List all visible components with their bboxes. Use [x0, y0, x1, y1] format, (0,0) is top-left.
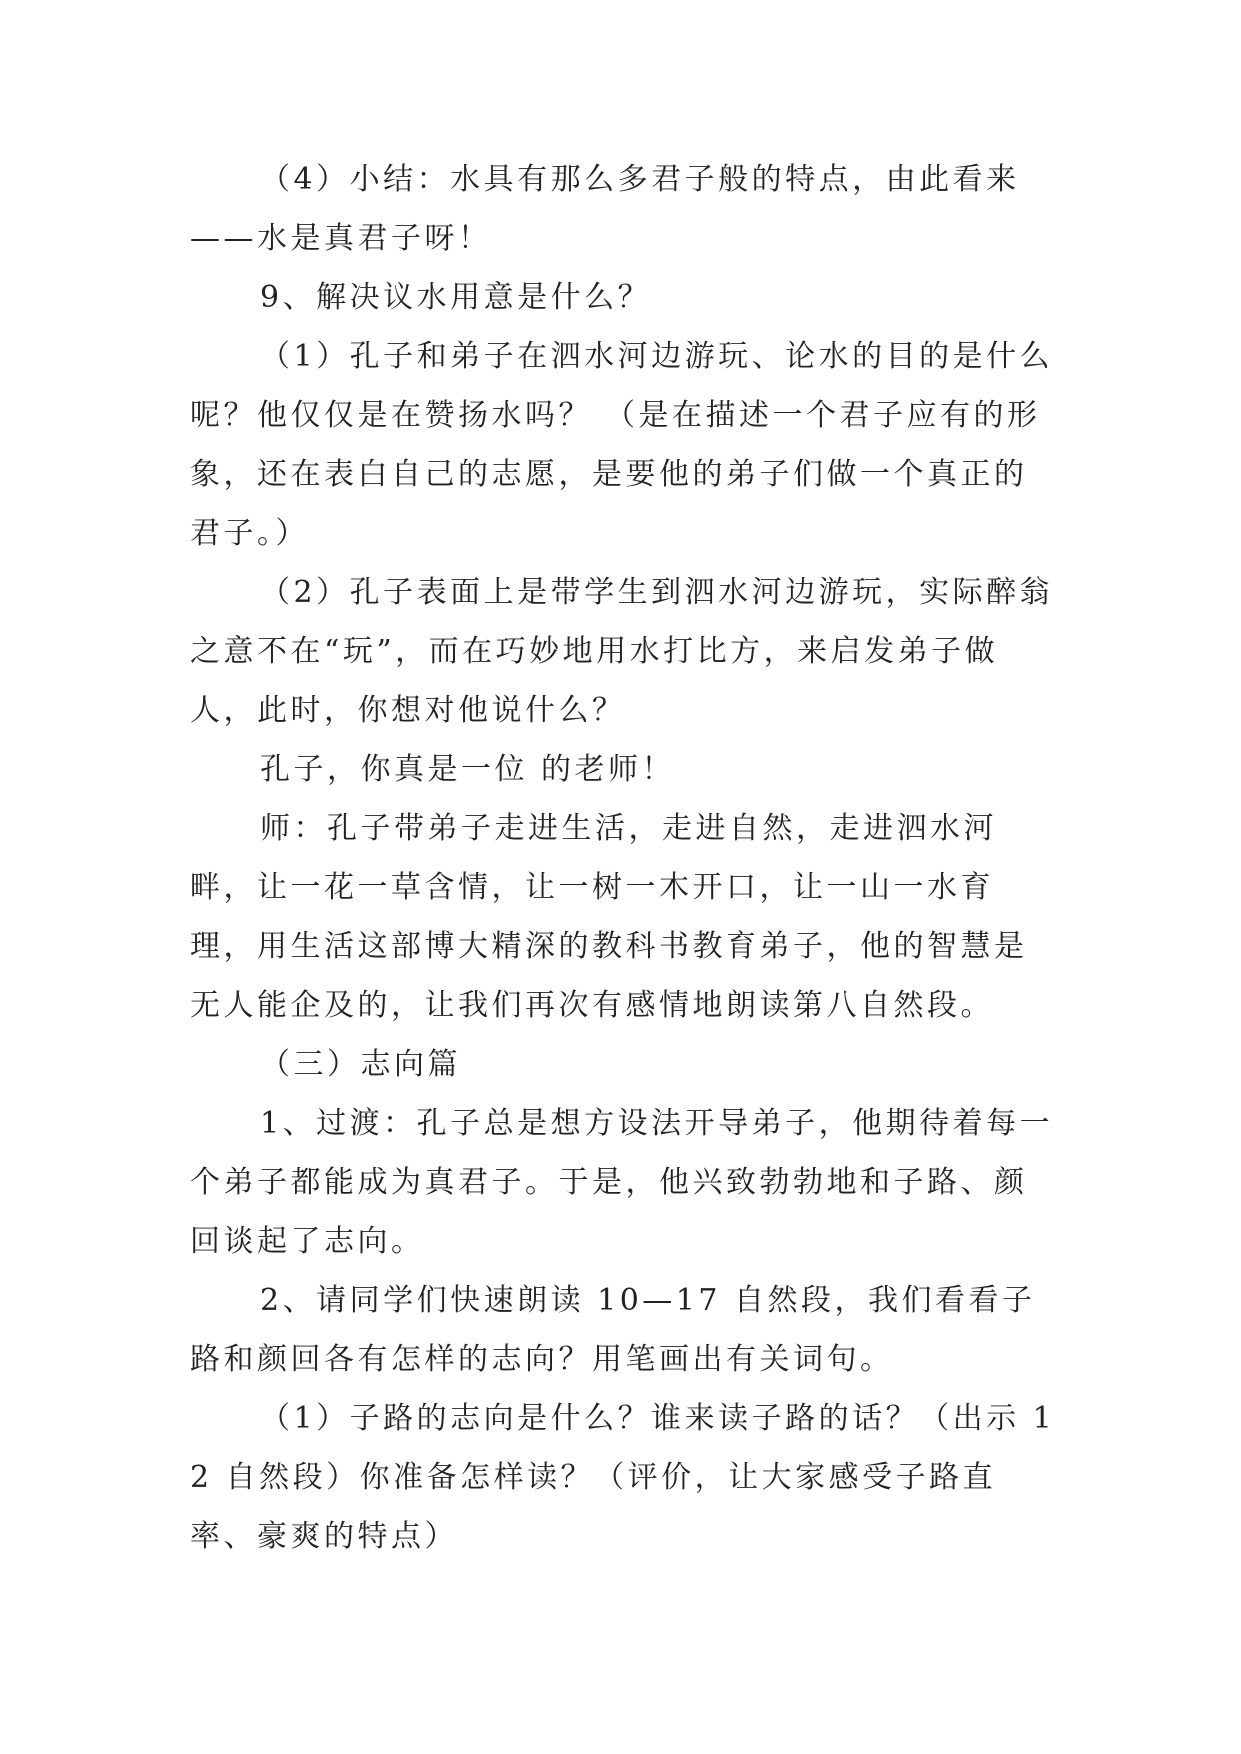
paragraph-reading-task: 2、请同学们快速朗读 10—17 自然段，我们看看子路和颜回各有怎样的志向？用笔画出有关词句。	[190, 1283, 1036, 1377]
paragraph-transition: 1、过渡：孔子总是想方设法开导弟子，他期待着每一个弟子都能成为真君子。于是，他兴致勃勃地和子路、颜回谈起了志向。	[190, 1106, 1054, 1259]
document-page	[190, 150, 1060, 1566]
paragraph-fill-blank: 孔子，你真是一位 的老师！	[260, 752, 676, 787]
paragraph-heading-9: 9、解决议水用意是什么？	[260, 280, 652, 315]
paragraph-question-2: （2）孔子表面上是带学生到泗水河边游玩，实际醉翁之意不在“玩”，而在巧妙地用水打比方，来启发弟子做人，此时，你想对他说什么？	[190, 575, 1054, 728]
section-heading-aspiration: （三）志向篇	[260, 1047, 461, 1082]
paragraph-summary-water-gentleman: （4）小结：水具有那么多君子般的特点，由此看来——水是真君子呀！	[190, 162, 1020, 256]
paragraph-zilu-aspiration: （1）子路的志向是什么？谁来读子路的话？（出示 12 自然段）你准备怎样读？（评价，让大家感受子路直率、豪爽的特点）	[190, 1401, 1056, 1554]
paragraph-question-1: （1）孔子和弟子在泗水河边游玩、论水的目的是什么呢？他仅仅是在赞扬水吗？ （是在描述一个君子应有的形象，还在表白自己的志愿，是要他的弟子们做一个真正的君子。）	[190, 339, 1054, 551]
paragraph-teacher-remark: 师：孔子带弟子走进生活，走进自然，走进泗水河畔，让一花一草含情，让一树一木开口，让一山一水育理，用生活这部博大精深的教科书教育弟子，他的智慧是无人能企及的，让我们再次有感情地朗读第八自然段。	[190, 811, 1028, 1023]
